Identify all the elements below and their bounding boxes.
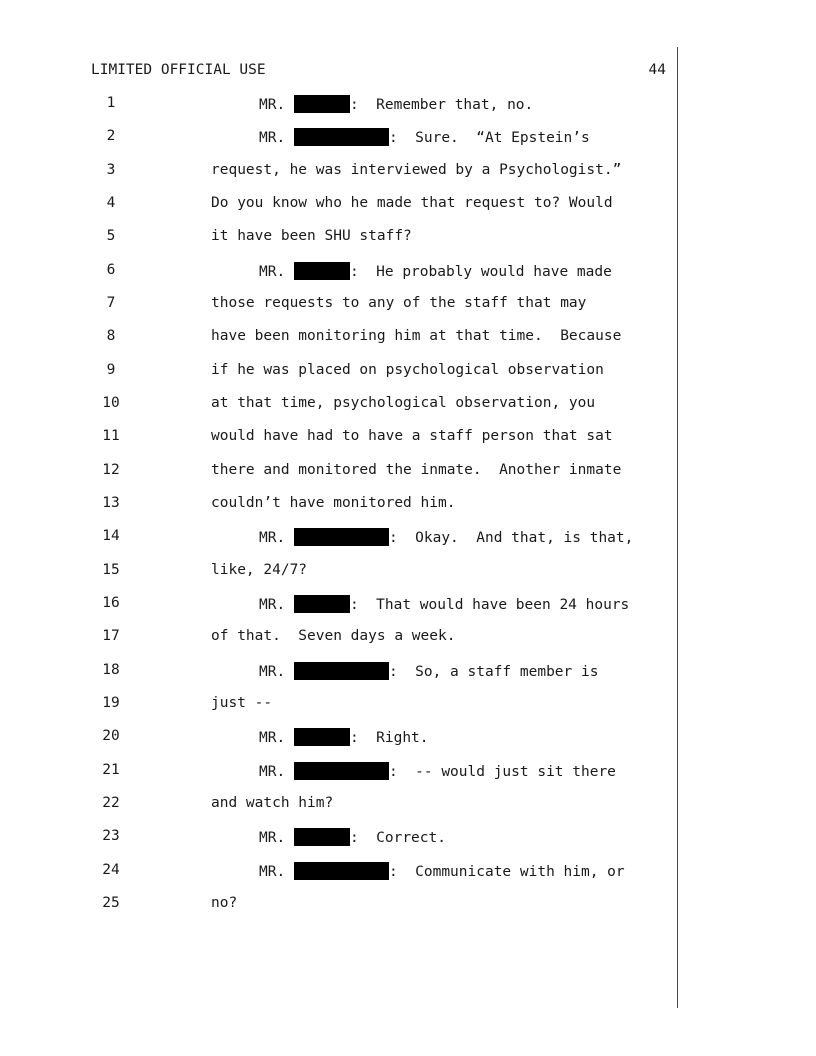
line-number: 11: [102, 428, 120, 444]
speech-text: : Correct.: [349, 830, 446, 846]
line-number: 22: [102, 795, 120, 811]
line-number: 20: [102, 728, 120, 744]
line-number: 3: [106, 162, 116, 178]
line-number: 8: [106, 328, 116, 344]
line-text: Do you know who he made that request to? Would: [211, 195, 613, 211]
speaker-prefix: MR.: [259, 664, 286, 680]
transcript-line: [0, 762, 816, 786]
speaker-line: [259, 862, 625, 880]
speaker-line: [259, 828, 446, 846]
speech-text: : Okay. And that, is that,: [388, 530, 634, 546]
line-text: couldn’t have monitored him.: [211, 495, 456, 511]
transcript-line: [0, 362, 816, 386]
speaker-line: [259, 262, 612, 280]
line-number: 6: [106, 262, 116, 278]
speaker-prefix: MR.: [259, 97, 286, 113]
transcript-line: [0, 595, 816, 619]
transcript-line: [0, 695, 816, 719]
transcript-line: [0, 495, 816, 519]
line-text: like, 24/7?: [211, 562, 308, 578]
line-number: 9: [106, 362, 116, 378]
speaker-line: [259, 728, 429, 746]
speaker-line: [259, 528, 633, 546]
line-number: 15: [102, 562, 120, 578]
line-text: of that. Seven days a week.: [211, 628, 456, 644]
line-text: just --: [211, 695, 273, 711]
page-number: 44: [648, 62, 666, 78]
speech-text: : -- would just sit there: [388, 764, 616, 780]
redaction-bar: [294, 95, 350, 113]
line-text: would have had to have a staff person that sat: [211, 428, 613, 444]
speaker-prefix: MR.: [259, 764, 286, 780]
transcript-line: [0, 295, 816, 319]
transcript-line: [0, 328, 816, 352]
line-text: and watch him?: [211, 795, 334, 811]
redaction-bar: [294, 595, 350, 613]
speaker-prefix: MR.: [259, 130, 286, 146]
line-number: 2: [106, 128, 116, 144]
transcript-line: [0, 128, 816, 152]
transcript-line: [0, 728, 816, 752]
speech-text: : Remember that, no.: [349, 97, 534, 113]
line-number: 25: [102, 895, 120, 911]
transcript-line: [0, 395, 816, 419]
redaction-bar: [294, 728, 350, 746]
line-number: 16: [102, 595, 120, 611]
redaction-bar: [294, 262, 350, 280]
speaker-line: [259, 762, 616, 780]
speaker-line: [259, 662, 598, 680]
redaction-bar: [294, 862, 389, 880]
line-number: 10: [102, 395, 120, 411]
classification-header: LIMITED OFFICIAL USE: [91, 62, 266, 78]
redaction-bar: [294, 762, 389, 780]
transcript-line: [0, 462, 816, 486]
speaker-line: [259, 95, 533, 113]
transcript-line: [0, 95, 816, 119]
line-number: 13: [102, 495, 120, 511]
transcript-line: [0, 828, 816, 852]
transcript-line: [0, 528, 816, 552]
line-text: those requests to any of the staff that may: [211, 295, 587, 311]
transcript-line: [0, 862, 816, 886]
speech-text: : That would have been 24 hours: [349, 597, 630, 613]
line-number: 17: [102, 628, 120, 644]
speaker-prefix: MR.: [259, 597, 286, 613]
line-text: no?: [211, 895, 238, 911]
speaker-line: [259, 128, 590, 146]
line-number: 5: [106, 228, 116, 244]
line-number: 19: [102, 695, 120, 711]
line-number: 4: [106, 195, 116, 211]
transcript-line: [0, 628, 816, 652]
transcript-line: [0, 795, 816, 819]
speaker-prefix: MR.: [259, 264, 286, 280]
line-text: there and monitored the inmate. Another inmate: [211, 462, 622, 478]
speech-text: : Communicate with him, or: [388, 864, 625, 880]
line-number: 1: [106, 95, 116, 111]
speech-text: : Sure. “At Epstein’s: [388, 130, 590, 146]
transcript-line: [0, 162, 816, 186]
speaker-prefix: MR.: [259, 830, 286, 846]
speech-text: : Right.: [349, 730, 429, 746]
line-number: 21: [102, 762, 120, 778]
line-text: it have been SHU staff?: [211, 228, 412, 244]
transcript-line: [0, 662, 816, 686]
line-number: 12: [102, 462, 120, 478]
transcript-line: [0, 428, 816, 452]
line-text: at that time, psychological observation, you: [211, 395, 596, 411]
redaction-bar: [294, 528, 389, 546]
transcript-line: [0, 195, 816, 219]
speaker-prefix: MR.: [259, 864, 286, 880]
speech-text: : So, a staff member is: [388, 664, 599, 680]
line-number: 23: [102, 828, 120, 844]
speaker-line: [259, 595, 629, 613]
line-number: 7: [106, 295, 116, 311]
redaction-bar: [294, 662, 389, 680]
line-text: have been monitoring him at that time. Because: [211, 328, 622, 344]
line-number: 24: [102, 862, 120, 878]
speaker-prefix: MR.: [259, 730, 286, 746]
transcript-line: [0, 562, 816, 586]
transcript-line: [0, 228, 816, 252]
redaction-bar: [294, 828, 350, 846]
speaker-prefix: MR.: [259, 530, 286, 546]
speech-text: : He probably would have made: [349, 264, 612, 280]
line-number: 18: [102, 662, 120, 678]
line-text: if he was placed on psychological observation: [211, 362, 604, 378]
line-number: 14: [102, 528, 120, 544]
redaction-bar: [294, 128, 389, 146]
transcript-line: [0, 895, 816, 919]
transcript-line: [0, 262, 816, 286]
line-text: request, he was interviewed by a Psychologist.”: [211, 162, 622, 178]
